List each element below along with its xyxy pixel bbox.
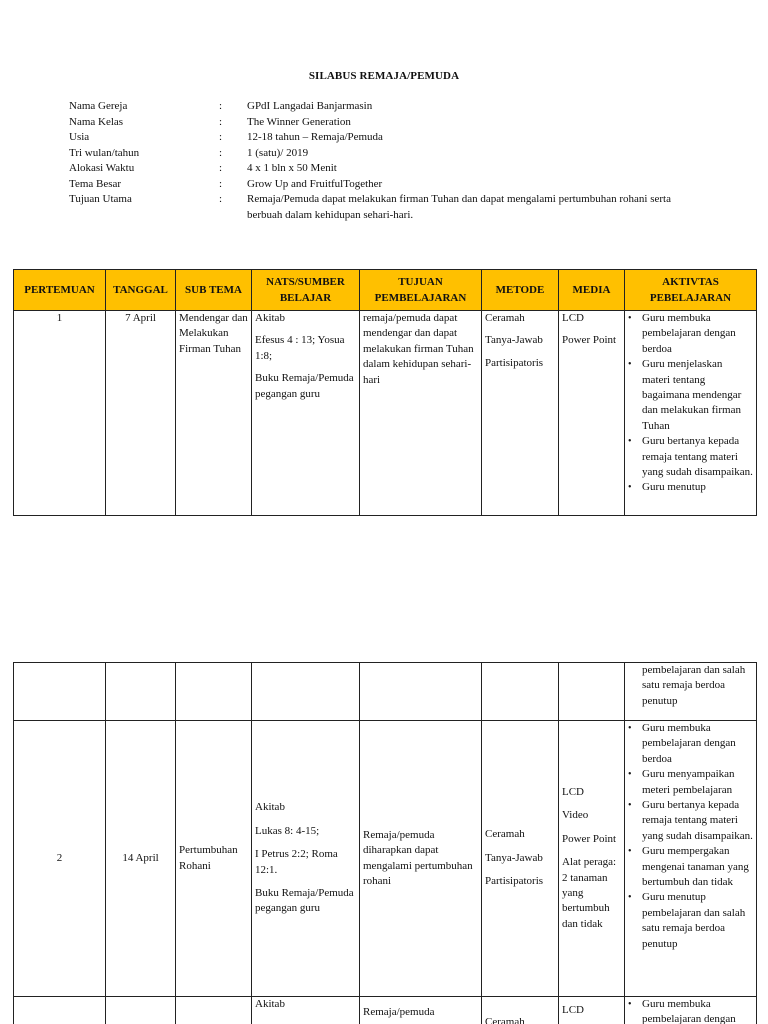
info-label: Tema Besar — [69, 177, 122, 190]
activity-list — [628, 311, 753, 496]
cell-tanggal: 7 April — [106, 311, 176, 516]
cell-nats — [252, 721, 360, 997]
info-row-church — [69, 99, 709, 115]
cell-media — [559, 997, 625, 1024]
cell-tujuan: Remaja/pemuda diharapkan dapat mengalami pertumbuhan rohani — [360, 721, 482, 997]
cell-empty — [360, 663, 482, 721]
info-value: Remaja/Pemuda dapat melakukan firman Tuhan dan dapat mengalami pertumbuhan rohani serta berbuah dalam kehidupan sehari-hari. — [247, 193, 671, 221]
info-row-class — [69, 115, 709, 131]
cell-tanggal: 14 April — [106, 721, 176, 997]
list-item: • Guru membuka pembelajaran dengan — [628, 997, 753, 1024]
list-item: • Guru membuka pembelajaran dengan berdoa — [628, 721, 753, 767]
info-colon: : — [219, 177, 223, 190]
info-label: Alokasi Waktu — [69, 162, 135, 174]
list-item: • Guru bertanya kepada remaja tentang materi yang sudah disampaikan. — [628, 798, 753, 844]
nats-line: Akitab — [255, 312, 285, 324]
info-label: Nama Gereja — [69, 100, 128, 112]
cell-nats — [252, 997, 360, 1024]
metode-line: Partisipatoris — [485, 356, 544, 369]
list-item: • Guru mempergakan mengenai tanaman yang bertumbuh dan tidak — [628, 844, 753, 890]
header-nats: NATS/SUMBER BELAJAR — [252, 270, 360, 311]
info-label: Tri wulan/tahun — [69, 146, 140, 159]
cell-empty — [14, 663, 106, 721]
nats-line: Akitab — [255, 801, 285, 814]
cell-empty — [176, 663, 252, 721]
media-line: Alat peraga: 2 tanaman yang bertumbuh dan tidak — [562, 856, 617, 930]
metode-line: Ceramah — [485, 1016, 525, 1024]
info-value: The Winner Generation — [247, 115, 351, 128]
info-label: Tujuan Utama — [69, 193, 132, 205]
nats-line: Efesus 4 : 13; Yosua 1:8; — [255, 334, 345, 362]
list-item: • Guru menutup pembelajaran dan salah satu remaja berdoa penutup — [628, 890, 753, 952]
info-value: 12-18 tahun – Remaja/Pemuda — [247, 131, 383, 143]
list-item: • Guru bertanya kepada remaja tentang materi yang sudah disampaikan. — [628, 434, 753, 480]
cell-pertemuan: 1 — [14, 311, 106, 516]
activity-list — [628, 997, 753, 1024]
cell-empty — [14, 997, 106, 1024]
info-colon: : — [219, 162, 223, 174]
cell-empty — [176, 997, 252, 1024]
table-row — [14, 997, 757, 1024]
header-media: MEDIA — [559, 270, 625, 311]
cell-empty — [106, 663, 176, 721]
activity-list — [628, 721, 753, 952]
cell-sub-tema: Pertumbuhan Rohani — [176, 721, 252, 997]
cell-pertemuan: 2 — [14, 721, 106, 997]
info-row-age — [69, 130, 709, 146]
cell-empty — [106, 997, 176, 1024]
nats-line: Buku Remaja/Pemuda pegangan guru — [255, 886, 354, 915]
nats-line: Buku Remaja/Pemuda pegangan guru — [255, 372, 354, 400]
info-colon: : — [219, 115, 223, 128]
table-row — [14, 721, 757, 997]
media-line: LCD — [562, 1004, 584, 1016]
info-label: Usia — [69, 131, 90, 143]
nats-line: Akitab — [255, 998, 285, 1010]
syllabus-table-page-2 — [13, 662, 757, 1024]
document-title: SILABUS REMAJA/PEMUDA — [308, 70, 460, 82]
info-row-theme — [69, 177, 709, 193]
info-colon: : — [219, 131, 223, 143]
media-line: Video — [562, 809, 589, 822]
info-value: 4 x 1 bln x 50 Menit — [247, 162, 337, 174]
cell-aktivitas — [625, 997, 757, 1024]
header-metode: METODE — [482, 270, 559, 311]
list-item: • Guru membuka pembelajaran dengan berdoa — [628, 311, 753, 357]
cell-media — [559, 721, 625, 997]
cell-aktivitas — [625, 721, 757, 997]
info-value: 1 (satu)/ 2019 — [247, 146, 309, 159]
info-value: Grow Up and FruitfulTogether — [247, 177, 383, 190]
header-tanggal: TANGGAL — [106, 270, 176, 311]
list-item: • Guru menyampaikan meteri pembelajaran — [628, 767, 753, 798]
info-colon: : — [219, 100, 223, 112]
cell-tujuan: remaja/pemuda dapat mendengar dan dapat melakukan firman Tuhan dalam kehidupan sehari-hari — [360, 311, 482, 516]
media-line: LCD — [562, 785, 584, 798]
list-item: • Guru menutup — [628, 480, 753, 495]
syllabus-table-page-1 — [13, 269, 757, 516]
metode-line: Tanya-Jawab — [485, 851, 543, 864]
table-header-row — [14, 270, 757, 311]
table-row — [14, 663, 757, 721]
media-line: Power Point — [562, 334, 617, 347]
list-item: • Guru menjelaskan materi tentang bagaimana mendengar dan melakukan firman Tuhan — [628, 357, 753, 434]
metode-line: Tanya-Jawab — [485, 334, 543, 347]
metode-line: Ceramah — [485, 312, 525, 324]
header-sub-tema: SUB TEMA — [176, 270, 252, 311]
cell-metode — [482, 721, 559, 997]
info-row-quarter — [69, 146, 709, 162]
cell-aktivitas-continued: pembelajaran dan salah satu remaja berdoa penutup — [625, 663, 757, 721]
nats-line: Lukas 8: 4-15; — [255, 824, 320, 837]
cell-sub-tema: Mendengar dan Melakukan Firman Tuhan — [176, 311, 252, 516]
cell-metode — [482, 997, 559, 1024]
cell-empty — [252, 663, 360, 721]
cell-metode — [482, 311, 559, 516]
cell-empty — [559, 663, 625, 721]
cell-empty — [482, 663, 559, 721]
media-line: Power Point — [562, 832, 617, 845]
info-row-time — [69, 161, 709, 177]
metode-line: Ceramah — [485, 828, 525, 841]
media-line: LCD — [562, 312, 584, 324]
syllabus-info — [69, 99, 709, 223]
info-label: Nama Kelas — [69, 115, 124, 128]
header-aktivitas: AKTIVTAS PEBELAJARAN — [625, 270, 757, 311]
cell-nats — [252, 311, 360, 516]
info-row-goal — [69, 192, 709, 223]
metode-line: Partisipatoris — [485, 875, 544, 888]
info-value: GPdI Langadai Banjarmasin — [247, 100, 373, 112]
table-row — [14, 311, 757, 516]
info-colon: : — [219, 193, 223, 205]
header-tujuan: TUJUAN PEMBELAJARAN — [360, 270, 482, 311]
info-colon: : — [219, 146, 223, 159]
nats-line: I Petrus 2:2; Roma 12:1. — [255, 848, 338, 876]
cell-aktivitas — [625, 311, 757, 516]
header-pertemuan: PERTEMUAN — [14, 270, 106, 311]
cell-media — [559, 311, 625, 516]
cell-tujuan: Remaja/pemuda — [360, 997, 482, 1024]
